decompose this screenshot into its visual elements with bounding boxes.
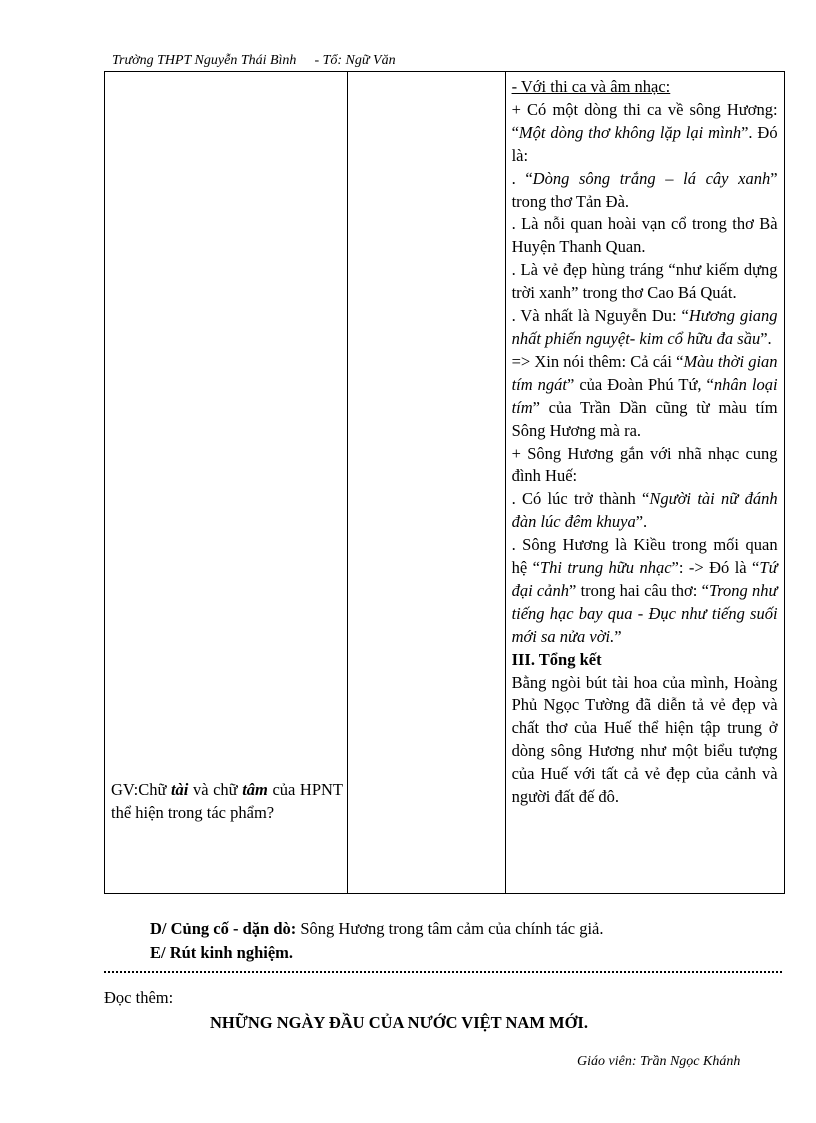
section-heading-poetry-music: - Với thi ca và âm nhạc: bbox=[511, 77, 671, 96]
teacher-question-cell bbox=[105, 72, 348, 894]
section-heading-summary: III. Tổng kết bbox=[511, 649, 602, 669]
content-cell bbox=[505, 72, 784, 894]
teacher-signature: Giáo viên: Trần Ngọc Khánh bbox=[577, 1054, 741, 1069]
department-name: - Tổ: Ngữ Văn bbox=[314, 53, 396, 68]
content-paragraph: + Sông Hương gắn với nhã nhạc cung đình Huế: bbox=[511, 443, 778, 486]
content-paragraph: . “Dòng sông trắng – lá cây xanh” trong thơ Tản Đà. bbox=[511, 168, 778, 211]
content-paragraph: . Là nỗi quan hoài vạn cổ trong thơ Bà Huyện Thanh Quan. bbox=[511, 214, 778, 257]
teacher-question bbox=[111, 778, 343, 824]
consolidation-text: Sông Hương trong tâm cảm của chính tác giả. bbox=[296, 919, 604, 938]
content-paragraph: . Là vẻ đẹp hùng tráng “như kiếm dựng trời xanh” trong thơ Cao Bá Quát. bbox=[511, 260, 778, 303]
content-paragraph: . Sông Hương là Kiều trong mối quan hệ “Thi trung hữu nhạc”: -> Đó là “Tứ đại cảnh” trong hai câu thơ: “Trong như tiếng hạc bay qua - Đục như tiếng suối mới sa nửa vời.” bbox=[511, 535, 778, 646]
table-row bbox=[105, 72, 785, 894]
summary-paragraph: Bằng ngòi bút tài hoa của mình, Hoàng Phủ Ngọc Tường đã diễn tả vẻ đẹp và chất thơ của Huế thể hiện tập trung ở dòng sông Hương như một biểu tượng của Huế với tất cả vẻ đẹp của cảnh và người đất đế đô. bbox=[511, 672, 778, 807]
question-text: của HPNT thể hiện trong tác phẩm? bbox=[111, 780, 344, 822]
question-keyword-tam: tâm bbox=[242, 780, 268, 799]
content-paragraph: => Xin nói thêm: Cả cái “Màu thời gian tím ngát” của Đoàn Phú Tứ, “nhân loại tím” của Trần Dần cũng từ màu tím Sông Hương mà ra. bbox=[511, 351, 778, 440]
school-name: Trường THPT Nguyễn Thái Bình bbox=[112, 53, 297, 68]
content-paragraph: . Có lúc trở thành “Người tài nữ đánh đàn lúc đêm khuya”. bbox=[511, 489, 778, 532]
question-text: GV:Chữ bbox=[111, 780, 171, 799]
consolidation-line bbox=[150, 919, 604, 939]
content-paragraph: . Và nhất là Nguyễn Du: “Hương giang nhất phiến nguyệt- kim cổ hữu đa sầu”. bbox=[511, 306, 778, 348]
question-keyword-tai: tài bbox=[170, 780, 189, 799]
content-paragraph: + Có một dòng thi ca về sông Hương: “Một dòng thơ không lặp lại mình”. Đó là: bbox=[511, 99, 778, 165]
reading-title: NHỮNG NGÀY ĐẦU CỦA NƯỚC VIỆT NAM MỚI. bbox=[210, 1013, 588, 1032]
student-activity-cell bbox=[348, 72, 505, 894]
consolidation-label: D/ Củng cố - dặn dò: bbox=[150, 919, 297, 938]
page-header bbox=[112, 53, 396, 69]
experience-line: E/ Rút kinh nghiệm. bbox=[150, 943, 294, 962]
lesson-table bbox=[104, 71, 785, 894]
lesson-content bbox=[512, 76, 778, 809]
question-text: và chữ bbox=[188, 780, 243, 799]
dotted-divider bbox=[104, 971, 782, 973]
further-reading-label: Đọc thêm: bbox=[104, 988, 174, 1007]
